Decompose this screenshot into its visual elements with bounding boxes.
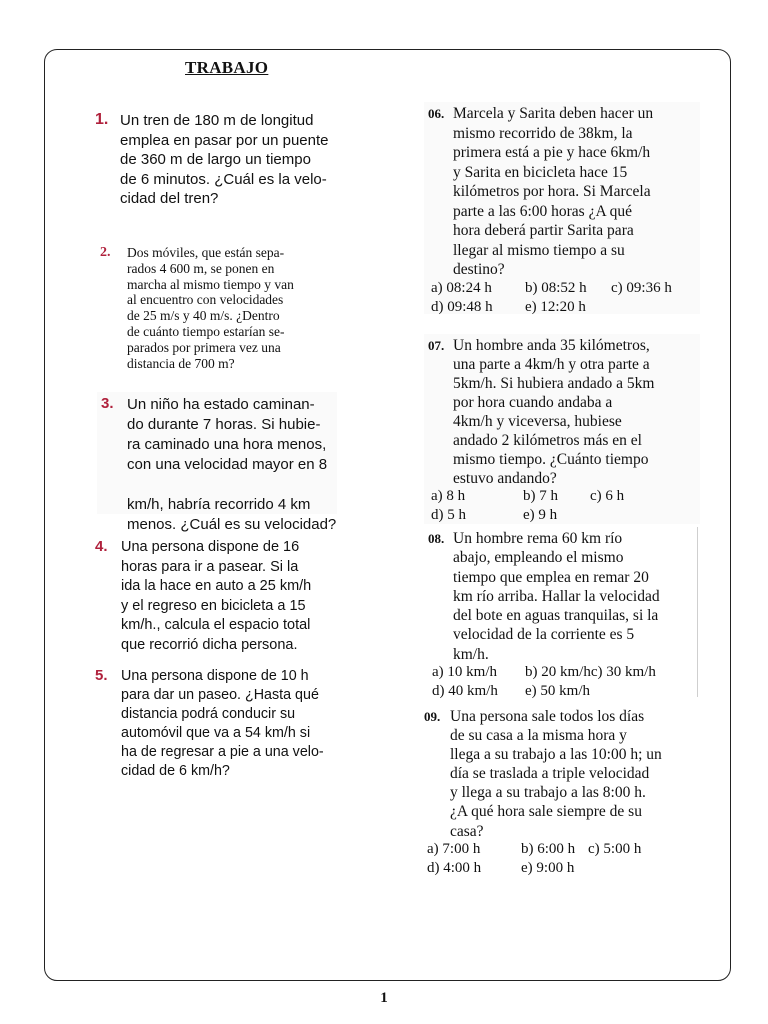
option-e: e) 12:20 h [525, 298, 586, 315]
problem-number: 2. [100, 245, 111, 260]
problem-07 [428, 336, 704, 526]
page-title: TRABAJO [185, 58, 269, 77]
option-d: d) 5 h [431, 507, 466, 523]
problem-number: 5. [95, 667, 108, 684]
problem-text: Dos móviles, que están sepa- rados 4 600 m, se ponen en marcha al mismo tiempo y van al encuentro con velocidades de 25 m/s y 40 m/s. ¿Dentro de cuánto tiempo estarían se- parados por primera vez una distancia de 700 m? [127, 245, 294, 371]
problem-text: Un niño ha estado caminan- do durante 7 horas. Si hubie- ra caminado una hora menos, con una velocidad mayor en 8 km/h, habría recorrido 4 km menos. ¿Cuál es su velocidad? [127, 396, 337, 533]
problem-3 [101, 395, 341, 535]
option-b: b) 7 h [523, 488, 558, 504]
problem-text: Marcela y Sarita deben hacer un mismo recorrido de 38km, la primera está a pie y hace 6km/h y Sarita en bicicleta hace 15 kilómetros por hora. Si Marcela parte a las 6:00 horas ¿A qué hora deberá partir Sarita para llegar al mismo tiempo a su destino? [453, 105, 654, 278]
problem-number: 08. [428, 531, 445, 546]
problem-text: Una persona dispone de 16 horas para ir a pasear. Si la ida la hace en auto a 25 km/h y el regreso en bicicleta a 15 km/h., calcula el espacio total que recorrió dicha persona. [121, 539, 312, 653]
option-c: c) 5:00 h [588, 840, 642, 857]
problem-text: Un tren de 180 m de longitud emplea en pasar por un puente de 360 m de largo un tiempo de 6 minutos. ¿Cuál es la velo- cidad del tren? [120, 112, 329, 207]
option-b: b) 08:52 h [525, 279, 587, 296]
problem-number: 4. [95, 538, 108, 555]
page-number: 1 [380, 990, 388, 1006]
problem-4 [95, 538, 335, 655]
option-c: c) 6 h [590, 488, 625, 504]
problem-number: 09. [424, 709, 441, 724]
problem-1 [95, 111, 340, 209]
problem-08 [428, 529, 704, 702]
option-e: e) 9 h [523, 507, 558, 523]
problem-06 [428, 104, 704, 318]
option-a: a) 7:00 h [427, 840, 481, 857]
option-a: a) 10 km/h [432, 664, 497, 681]
problem-number: 1. [95, 111, 109, 128]
problem-2 [100, 245, 340, 371]
option-a: a) 08:24 h [431, 279, 492, 296]
option-e: e) 9:00 h [521, 859, 575, 876]
problem-text: Una persona sale todos los días de su casa a la misma hora y llega a su trabajo a las 10:00 h; un día se traslada a triple velocidad y llega a su trabajo a las 8:00 h. ¿A qué hora sale siempre de su casa? [450, 708, 662, 840]
option-d: d) 40 km/h [432, 683, 498, 700]
problem-number: 06. [428, 106, 445, 121]
option-e: e) 50 km/h [525, 683, 590, 700]
problem-text: Un hombre anda 35 kilómetros, una parte a 4km/h y otra parte a 5km/h. Si hubiera andado a 5km por hora cuando andaba a 4km/h y viceversa, hubiese andado 2 kilómetros más en el mismo tiempo. ¿Cuánto tiempo estuvo andando? [453, 337, 655, 487]
problem-text: Un hombre rema 60 km río abajo, empleando el mismo tiempo que emplea en remar 20 km río arriba. Hallar la velocidad del bote en aguas tranquilas, si la velocidad de la corriente es 5 km/h. [453, 530, 660, 663]
option-d: d) 09:48 h [431, 298, 493, 315]
problem-5 [95, 667, 335, 781]
option-b: b) 6:00 h [521, 840, 576, 857]
option-c: c) 09:36 h [611, 279, 672, 296]
option-b: b) 20 km/hc) 30 km/h [525, 664, 656, 681]
problem-text: Una persona dispone de 10 h para dar un paseo. ¿Hasta qué distancia podrá conducir su automóvil que va a 54 km/h si ha de regresar a pie a una velo- cidad de 6 km/h? [121, 668, 324, 779]
problem-09 [424, 707, 704, 879]
option-a: a) 8 h [431, 488, 466, 504]
option-d: d) 4:00 h [427, 859, 482, 876]
problem-number: 3. [101, 395, 114, 412]
problem-number: 07. [428, 338, 445, 353]
